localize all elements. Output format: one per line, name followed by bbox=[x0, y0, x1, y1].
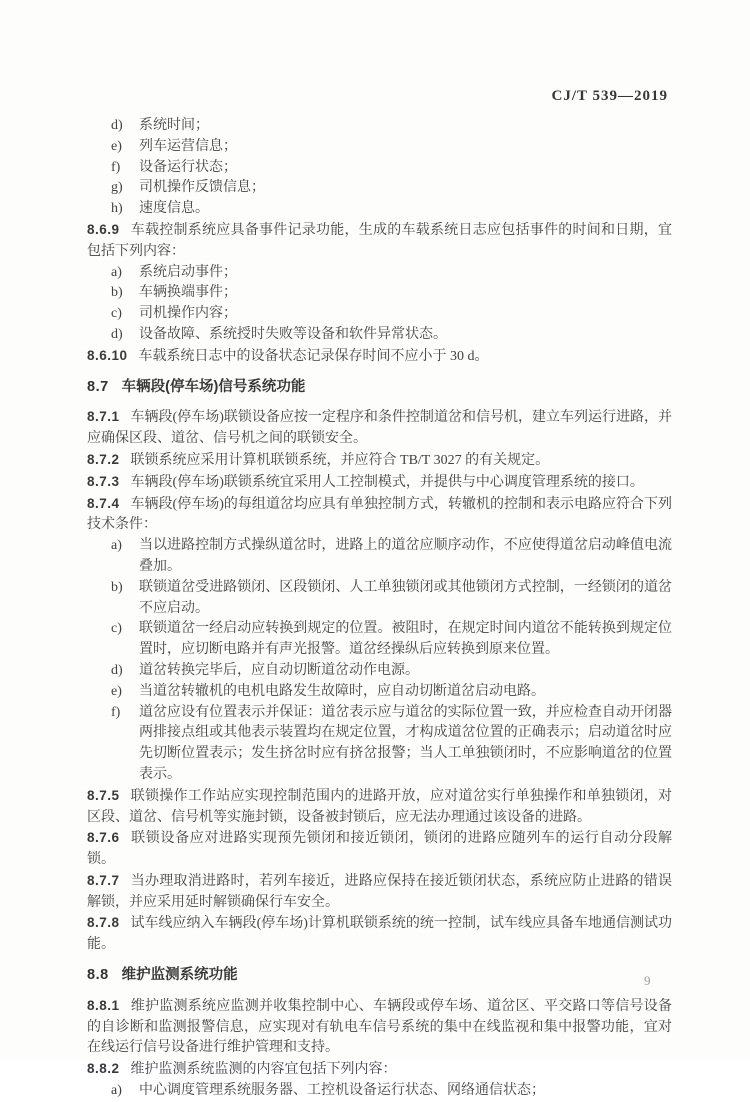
clause-number: 8.8.1 bbox=[87, 997, 120, 1013]
standard-code-header: CJ/T 539—2019 bbox=[551, 88, 668, 104]
clause-text: 联锁系统应采用计算机联锁系统，并应符合 TB/T 3027 的有关规定。 bbox=[130, 452, 550, 468]
list-item-text: 系统启动事件； bbox=[139, 264, 237, 280]
clause-paragraph bbox=[87, 472, 672, 494]
list-marker: a) bbox=[111, 538, 122, 554]
list-marker: f) bbox=[111, 704, 121, 720]
list-item-text: 道岔应设有位置表示并保证：道岔表示应与道岔的实际位置一致，并应检查自动开闭器两排接点组或其他表示装置均在规定位置，才构成道岔位置的正确表示；启动道岔时应先切断位置表示；发生挤岔时应有挤岔报警；当人工单独锁闭时，不应影响道岔的位置表示。 bbox=[139, 704, 672, 782]
list-item-text: 当道岔转辙机的电机电路发生故障时，应自动切断道岔启动电路。 bbox=[139, 683, 545, 699]
list-item-text: 中心调度管理系统服务器、工控机设备运行状态、网络通信状态； bbox=[139, 1083, 545, 1099]
clause-number: 8.7.6 bbox=[87, 830, 120, 846]
clause-paragraph bbox=[87, 1059, 672, 1081]
clause-text: 联锁操作工作站应实现控制范围内的进路开放，应对道岔实行单独操作和单独锁闭，对区段、道岔、信号机等实施封锁，设备被封锁后，应无法办理通过该设备的进路。 bbox=[87, 788, 672, 825]
clause-paragraph bbox=[87, 871, 672, 914]
list-item-text: 系统时间； bbox=[139, 118, 209, 133]
list-marker: a) bbox=[111, 1083, 122, 1099]
clause-paragraph bbox=[87, 913, 672, 956]
list-item-text: 司机操作内容； bbox=[139, 306, 237, 322]
clause-text: 联锁设备应对进路实现预先锁闭和接近锁闭，锁闭的进路应随列车的运行自动分段解锁。 bbox=[87, 831, 672, 868]
clause-number: 8.8.2 bbox=[87, 1061, 120, 1077]
heading-text: 车辆段(停车场)信号系统功能 bbox=[121, 378, 306, 395]
section-heading bbox=[87, 965, 672, 986]
list-item-text: 联锁道岔一经启动应转换到规定的位置。被阻时，在规定时间内道岔不能转换到规定位置时，应切断电路并有声光报警。道岔经操纵后应转换到原来位置。 bbox=[139, 621, 672, 658]
list-item-text: 速度信息。 bbox=[139, 201, 209, 217]
list-item bbox=[87, 325, 672, 346]
clause-paragraph bbox=[87, 220, 672, 263]
list-item-text: 联锁道岔受进路锁闭、区段锁闭、人工单独锁闭或其他锁闭方式控制，一经锁闭的道岔不应启动。 bbox=[139, 579, 672, 616]
clause-paragraph bbox=[87, 407, 672, 450]
list-marker: d) bbox=[111, 118, 123, 133]
list-item bbox=[87, 304, 672, 325]
list-item bbox=[87, 263, 672, 284]
list-marker: b) bbox=[111, 285, 123, 301]
list-item-text: 道岔转换完毕后，应自动切断道岔动作电源。 bbox=[139, 662, 419, 678]
list-item bbox=[87, 178, 672, 199]
clause-number: 8.7.1 bbox=[87, 409, 120, 425]
list-item-text: 设备故障、系统授时失败等设备和软件异常状态。 bbox=[139, 326, 447, 342]
clause-text: 当办理取消进路时，若列车接近，进路应保持在接近锁闭状态，系统应防止进路的错误解锁，并应采用延时解锁确保行车安全。 bbox=[87, 873, 672, 910]
clause-number: 8.7.4 bbox=[87, 495, 120, 511]
clause-paragraph bbox=[87, 786, 672, 829]
list-item-text: 列车运营信息； bbox=[139, 138, 237, 154]
list-item bbox=[87, 703, 672, 786]
list-marker: d) bbox=[111, 662, 123, 678]
clause-paragraph bbox=[87, 450, 672, 472]
list-marker: c) bbox=[111, 621, 122, 637]
document-body bbox=[87, 116, 672, 1102]
list-marker: f) bbox=[111, 159, 121, 175]
clause-text: 维护监测系统应监测并收集控制中心、车辆段或停车场、道岔区、平交路口等信号设备的自诊断和监测报警信息，应实现对有轨电车信号系统的集中在线监视和集中报警功能，宜对在线运行信号设备进行维护管理和支持。 bbox=[87, 998, 672, 1056]
clause-number: 8.7.2 bbox=[87, 451, 120, 467]
list-item bbox=[87, 536, 672, 578]
clause-paragraph bbox=[87, 828, 672, 871]
section-heading bbox=[87, 377, 672, 398]
clause-number: 8.7.3 bbox=[87, 473, 120, 489]
clause-text: 车辆段(停车场)联锁系统宜采用人工控制模式，并提供与中心调度管理系统的接口。 bbox=[130, 474, 644, 490]
heading-text: 维护监测系统功能 bbox=[121, 967, 238, 984]
clause-paragraph bbox=[87, 996, 672, 1059]
list-item bbox=[87, 578, 672, 620]
list-item bbox=[87, 137, 672, 158]
clause-text: 维护监测系统监测的内容宜包括下列内容： bbox=[130, 1062, 397, 1078]
list-item bbox=[87, 116, 672, 137]
clause-text: 车辆段(停车场)联锁设备应按一定程序和条件控制道岔和信号机，建立车列运行进路，并应确保区段、道岔、信号机之间的联锁安全。 bbox=[87, 410, 672, 447]
clause-paragraph bbox=[87, 346, 672, 368]
list-marker: a) bbox=[111, 264, 122, 280]
clause-number: 8.6.10 bbox=[87, 347, 128, 363]
list-item-text: 设备运行状态； bbox=[139, 159, 237, 175]
list-item bbox=[87, 158, 672, 179]
list-item bbox=[87, 283, 672, 304]
list-item bbox=[87, 199, 672, 220]
list-marker: c) bbox=[111, 306, 122, 322]
clause-number: 8.7.7 bbox=[87, 872, 120, 888]
list-item-text: 司机操作反馈信息； bbox=[139, 180, 265, 196]
clause-number: 8.7 bbox=[87, 378, 109, 395]
clause-number: 8.7.5 bbox=[87, 787, 120, 803]
list-marker: d) bbox=[111, 326, 123, 342]
list-item bbox=[87, 661, 672, 682]
list-item-text: 车辆换端事件； bbox=[139, 285, 237, 301]
clause-number: 8.8 bbox=[87, 967, 109, 984]
list-item bbox=[87, 682, 672, 703]
list-item-text: 当以进路控制方式操纵道岔时，进路上的道岔应顺序动作，不应使得道岔启动峰值电流叠加。 bbox=[139, 538, 672, 574]
clause-paragraph bbox=[87, 494, 672, 537]
list-marker: b) bbox=[111, 579, 123, 595]
clause-number: 8.6.9 bbox=[87, 221, 120, 237]
clause-text: 车载控制系统应具备事件记录功能，生成的车载系统日志应包括事件的时间和日期，宜包括下列内容： bbox=[87, 222, 672, 259]
list-marker: e) bbox=[111, 683, 122, 699]
clause-text: 试车线应纳入车辆段(停车场)计算机联锁系统的统一控制，试车线应具备车地通信测试功能。 bbox=[87, 916, 672, 953]
clause-text: 车辆段(停车场)的每组道岔均应具有单独控制方式，转辙机的控制和表示电路应符合下列技术条件： bbox=[87, 496, 672, 533]
page-number: 9 bbox=[644, 973, 651, 988]
list-marker: h) bbox=[111, 201, 123, 217]
list-item bbox=[87, 1081, 672, 1102]
list-marker: g) bbox=[111, 180, 123, 196]
list-item bbox=[87, 619, 672, 661]
clause-text: 车载系统日志中的设备状态记录保存时间不应小于 30 d。 bbox=[138, 348, 489, 364]
list-marker: e) bbox=[111, 138, 122, 154]
clause-number: 8.7.8 bbox=[87, 915, 120, 931]
